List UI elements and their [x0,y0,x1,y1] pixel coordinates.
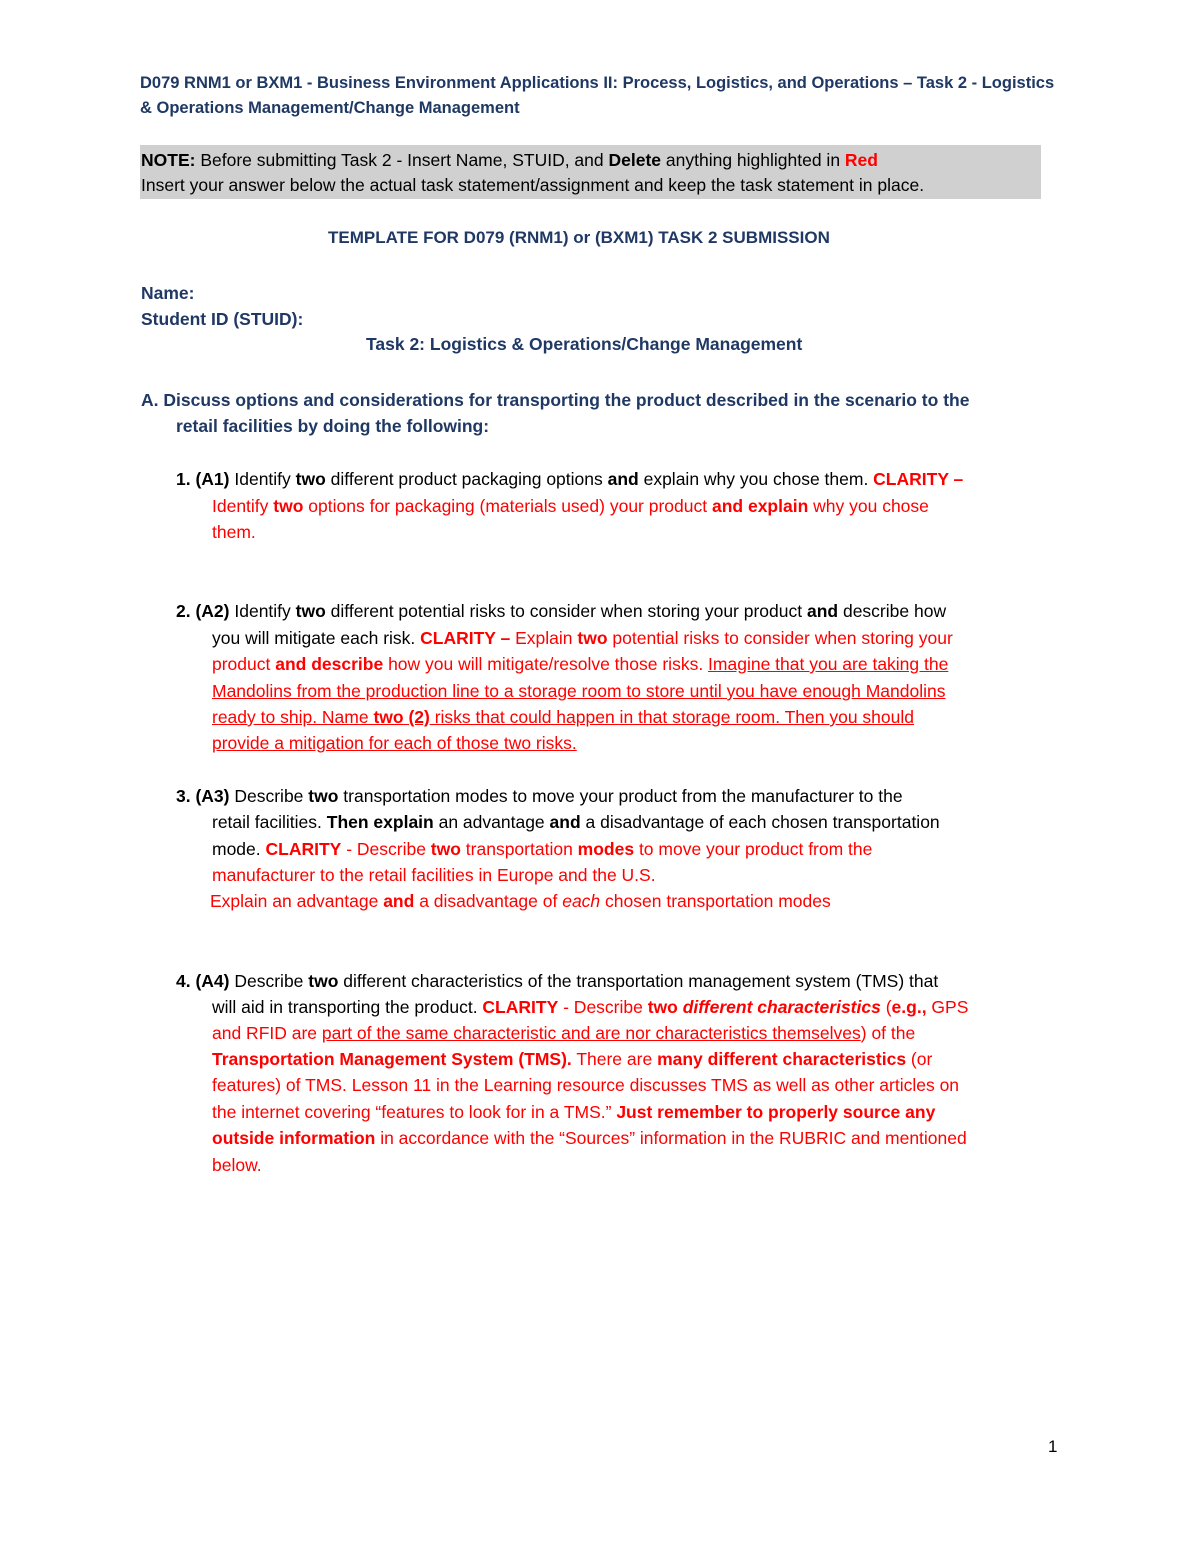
doc-header-line2: & Operations Management/Change Management [140,99,520,117]
item3-text: retail facilities. [212,812,327,832]
item3-text: Describe [229,786,309,806]
item3-line4: manufacturer to the retail facilities in Europe and the U.S. [212,865,656,885]
item4-number: 4. [176,971,196,991]
item4-text: and RFID are [212,1023,322,1043]
item2-line6: provide a mitigation for each of those two risks. [212,733,577,753]
item3-text: two [308,786,339,806]
note-text: anything highlighted in [661,150,845,170]
item3-text: to move your product from the [634,839,873,859]
item4-text: - Describe [558,997,648,1017]
item1-clarity: CLARITY – [873,469,964,489]
item4-line1 [176,970,938,992]
item1-line3: them. [212,522,256,542]
item1-text: different product packaging options [325,469,608,489]
name-label: Name: [141,283,195,303]
doc-header-line1 [140,72,1054,94]
item4-line3 [212,1022,915,1044]
item3-text: - Describe [341,839,431,859]
stuid-label: Student ID (STUID): [141,309,304,329]
template-title: TEMPLATE FOR D079 (RNM1) or (BXM1) TASK 2 SUBMISSION [328,228,830,247]
item4-text: will aid in transporting the product. [212,997,483,1017]
item3-text: and [383,891,415,911]
item2-line5 [212,706,914,728]
item4-line6 [212,1101,935,1123]
item2-text: Imagine that you are taking the [708,654,949,674]
item3-text: chosen transportation modes [600,891,831,911]
item2-line1 [176,600,946,622]
item4-text: ) of the [860,1023,916,1043]
item2-text: two [295,601,326,621]
item1-text: Identify [229,469,296,489]
item2-line4: Mandolins from the production line to a storage room to store until you have enough Mandolins [212,681,946,701]
item2-text: two [577,628,608,648]
item4-text: (or [906,1049,933,1069]
item1-text: explain why you chose them. [638,469,874,489]
note-text: Before submitting Task 2 - Insert Name, STUID, and [195,150,609,170]
item3-line3 [212,838,872,860]
item4-text: outside information [212,1128,376,1148]
item1-text: Identify [212,496,274,516]
item3-text: transportation modes to move your product from the manufacturer to the [338,786,903,806]
item1-text: and [607,469,639,489]
item3-text: transportation [460,839,578,859]
item2-text: and describe [275,654,384,674]
item3-number: 3. [176,786,196,806]
item4-text: Transportation Management System (TMS). [212,1049,572,1069]
item4-text: ( [880,997,892,1017]
note-line2: Insert your answer below the actual task statement/assignment and keep the task statement in place. [141,175,925,195]
item3-line1 [176,785,903,807]
item2-text: different potential risks to consider when storing your product [325,601,807,621]
item3-text: a disadvantage of [414,891,563,911]
item1-text: two [273,496,304,516]
item4-line2 [212,996,968,1018]
note-delete: Delete [608,150,662,170]
item3-line5 [210,890,831,912]
item1-line1 [176,468,963,490]
item4-text: in accordance with the “Sources” information in the RUBRIC and mentioned [375,1128,967,1148]
task-title: Task 2: Logistics & Operations/Change Management [366,334,803,354]
item3-text: mode. [212,839,266,859]
item4-clarity: CLARITY [482,997,559,1017]
course-title: - Business Environment Applications II: Process, Logistics, and Operations – Task 2 - Logistics [302,74,1055,92]
item1-line2 [212,495,929,517]
item4-code: (A4) [195,971,230,991]
item2-text: potential risks to consider when storing your [607,628,953,648]
note-label: NOTE: [141,150,196,170]
item4-line5: features) of TMS. Lesson 11 in the Learning resource discusses TMS as well as other articles on [212,1075,960,1095]
item4-text: two [647,997,678,1017]
item1-text: options for packaging (materials used) your product [303,496,712,516]
item4-line4 [212,1048,932,1070]
item3-code: (A3) [195,786,230,806]
item4-text: part of the same characteristic and are nor characteristics themselves [321,1023,861,1043]
item1-text: two [295,469,326,489]
item3-text: modes [577,839,635,859]
item1-text: and explain [711,496,809,516]
item1-number: 1. [176,469,196,489]
section-a-line2: retail facilities by doing the following: [176,416,490,436]
item2-text: Explain [510,628,578,648]
item2-text: and [806,601,839,621]
item2-text: risks that could happen in that storage room. Then you should [429,707,914,727]
item3-text: an advantage [433,812,550,832]
item4-text: Just remember to properly source any [616,1102,936,1122]
item2-text: Identify [229,601,296,621]
item3-text: and [549,812,581,832]
item3-text: two [430,839,461,859]
item4-text: There are [571,1049,658,1069]
item4-text: Describe [229,971,309,991]
course-code: D079 RNM1 or BXM1 [140,74,303,92]
item1-code: (A1) [195,469,230,489]
item2-text: ready to ship. Name [212,707,374,727]
item4-text: GPS [926,997,969,1017]
section-a-line1: A. Discuss options and considerations for transporting the product described in the scenario to the [141,390,970,410]
item2-text: how you will mitigate/resolve those risks. [383,654,709,674]
item4-text: different characteristics [682,997,881,1017]
item4-text: e.g., [891,997,927,1017]
note-red-word: Red [844,150,878,170]
item3-line2 [212,811,940,833]
item4-text: two [308,971,339,991]
item4-line8: below. [212,1155,262,1175]
note-line1 [141,149,878,171]
item3-text: each [562,891,601,911]
item2-text: you will mitigate each risk. [212,628,421,648]
item4-line7 [212,1127,967,1149]
item2-code: (A2) [195,601,230,621]
item3-text: Then explain [326,812,434,832]
item3-text: a disadvantage of each chosen transportation [580,812,940,832]
item2-text: describe how [838,601,947,621]
item2-clarity: CLARITY – [420,628,511,648]
item2-line2 [212,627,953,649]
item2-text: two (2) [373,707,430,727]
item4-text: the internet covering “features to look for in a TMS.” [212,1102,617,1122]
item3-clarity: CLARITY [265,839,342,859]
item4-text: many different characteristics [657,1049,907,1069]
page-number: 1 [1048,1437,1058,1456]
item4-text: different characteristics of the transportation management system (TMS) that [338,971,939,991]
item2-text: product [212,654,276,674]
item1-text: why you chose [808,496,929,516]
item2-number: 2. [176,601,196,621]
item3-text: Explain an advantage [210,891,384,911]
item2-line3 [212,653,948,675]
